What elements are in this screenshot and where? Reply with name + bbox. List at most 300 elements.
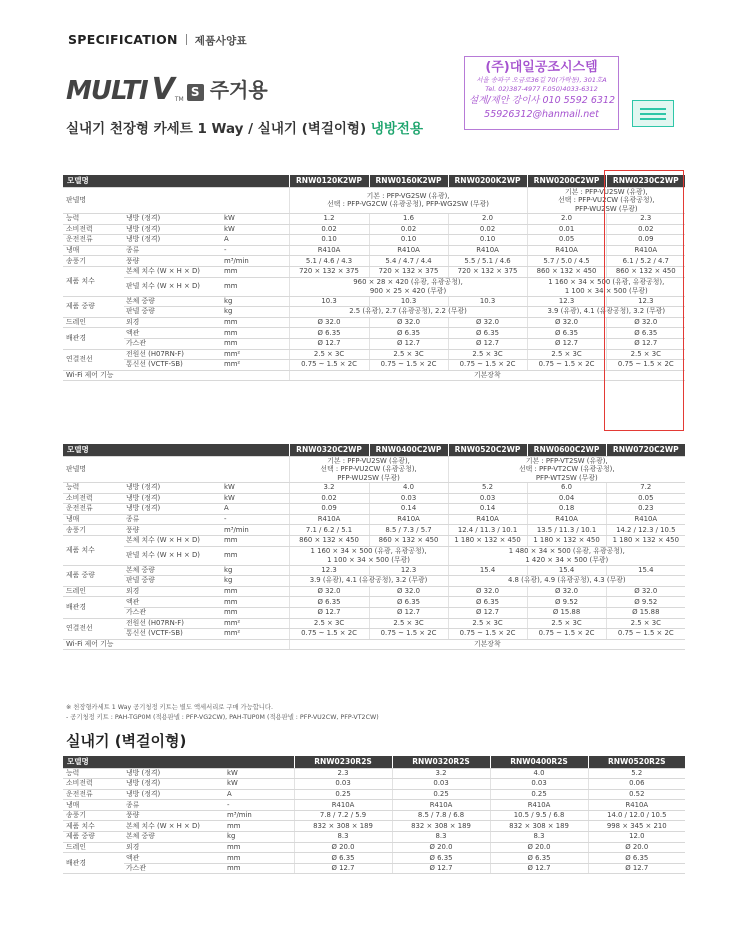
cell: 0.75 ~ 1.5 × 2C — [606, 360, 685, 371]
cell: 0.14 — [448, 504, 527, 515]
cell: 5.5 / 5.1 / 4.6 — [448, 256, 527, 267]
unit-label: kW — [221, 493, 289, 504]
spec-table-wall-mount — [63, 756, 685, 874]
cell: 3.2 — [289, 483, 369, 494]
cell: 10.3 — [448, 296, 527, 307]
unit-label: kW — [221, 224, 289, 235]
row-label-refrigerant: 냉매 — [63, 245, 124, 256]
cell: 0.04 — [527, 493, 606, 504]
sub-label: 가스관 — [124, 338, 221, 349]
cell: Ø 32.0 — [527, 317, 606, 328]
row-label-airflow: 송풍기 — [63, 525, 124, 536]
cell: R410A — [392, 800, 490, 811]
cell: 5.7 / 5.0 / 4.5 — [527, 256, 606, 267]
cell: 0.01 — [527, 224, 606, 235]
wall-mount-title: 실내기 (벽걸이형) — [66, 732, 187, 750]
row-label-current: 운전전류 — [63, 235, 124, 246]
page-subtitle — [66, 117, 423, 137]
cell: Ø 6.35 — [392, 853, 490, 864]
sub-label: 종류 — [124, 800, 224, 811]
cell: 0.75 ~ 1.5 × 2C — [369, 629, 448, 640]
unit-label: mm² — [221, 349, 289, 360]
cell: R410A — [606, 245, 685, 256]
sub-label: 종류 — [124, 514, 221, 525]
cell: Ø 12.7 — [369, 338, 448, 349]
cell: R410A — [294, 800, 392, 811]
cell: 0.10 — [369, 235, 448, 246]
unit-label: kg — [221, 296, 289, 307]
cell: 10.3 — [289, 296, 369, 307]
cell: 기본장착 — [289, 370, 685, 381]
unit-label: kg — [224, 832, 294, 843]
unit-label: kW — [224, 779, 294, 790]
cell: Ø 20.0 — [392, 842, 490, 853]
sub-label: 본체 치수 (W × H × D) — [124, 535, 221, 546]
cell: 1 160 × 34 × 500 (유광, 유광공청), 1 100 × 34 × 500 (무광) — [527, 277, 685, 296]
cell: 0.23 — [606, 504, 685, 515]
logo-s-badge: S — [187, 84, 204, 101]
row-label-refrigerant: 냉매 — [63, 800, 124, 811]
cell: 0.05 — [606, 493, 685, 504]
row-label-capacity: 능력 — [63, 483, 124, 494]
cell: Ø 32.0 — [527, 586, 606, 597]
cell: Ø 6.35 — [527, 328, 606, 339]
cell: R410A — [369, 514, 448, 525]
unit-label: mm² — [221, 629, 289, 640]
spec-label: SPECIFICATION — [68, 32, 178, 47]
cell: Ø 12.7 — [448, 607, 527, 618]
cell: Ø 20.0 — [294, 842, 392, 853]
cell: Ø 15.88 — [527, 607, 606, 618]
stamp-address: 서울 송파구 오금로36길 70(가락동), 301호A — [476, 76, 607, 84]
cell: 720 × 132 × 375 — [448, 266, 527, 277]
sub-label: 가스관 — [124, 863, 224, 874]
highlight-box — [604, 170, 684, 431]
sub-label: 냉방 (정격) — [124, 768, 224, 779]
sub-label: 판넬 치수 (W × H × D) — [124, 546, 221, 565]
cell: 960 × 28 × 420 (유광, 유광공청), 900 × 25 × 420 (무광) — [289, 277, 527, 296]
logo-residential: 주거용 — [209, 78, 268, 102]
cell: 860 × 132 × 450 — [369, 535, 448, 546]
cell: R410A — [448, 514, 527, 525]
unit-label: kg — [221, 576, 289, 587]
panel-name: 기본 : PFP-VG2SW (유광), 선택 : PFP-VG2CW (유광공청), PFP-WG2SW (무광) — [289, 187, 527, 214]
cell: 720 × 132 × 375 — [369, 266, 448, 277]
sub-label: 냉방 (정격) — [124, 779, 224, 790]
unit-label: kW — [224, 768, 294, 779]
panel-name: 기본 : PFP-VT2SW (유광), 선택 : PFP-VT2CW (유광공청), PFP-WT2SW (무광) — [448, 456, 685, 483]
sub-label: 냉방 (정격) — [124, 504, 221, 515]
cell: 860 × 132 × 450 — [289, 535, 369, 546]
cell: 0.75 ~ 1.5 × 2C — [527, 629, 606, 640]
cell: 기본장착 — [289, 639, 685, 650]
sub-label: 풍량 — [124, 810, 224, 821]
spec-table-cassette-1 — [63, 175, 685, 381]
cell: 0.09 — [606, 235, 685, 246]
spec-table-cassette-2 — [63, 444, 685, 650]
cell: 12.3 — [369, 565, 448, 576]
sub-label: 판넬 중량 — [124, 307, 221, 318]
model-name: RNW0720C2WP — [606, 444, 685, 456]
cell: 0.03 — [392, 779, 490, 790]
cell: Ø 32.0 — [369, 317, 448, 328]
sub-label: 냉방 (정격) — [124, 224, 221, 235]
model-name: RNW0600C2WP — [527, 444, 606, 456]
row-label-wifi: Wi-Fi 제어 기능 — [63, 639, 289, 650]
cell: 12.4 / 11.3 / 10.1 — [448, 525, 527, 536]
cell: 0.02 — [289, 493, 369, 504]
cell: 12.3 — [527, 296, 606, 307]
unit-label: kg — [221, 307, 289, 318]
cell: 860 × 132 × 450 — [606, 266, 685, 277]
model-name: RNW0160K2WP — [369, 175, 448, 187]
cell: 0.02 — [369, 224, 448, 235]
stamp-tel: Tel. 02)387-4977 F.050)4033-6312 — [485, 85, 598, 93]
unit-label: mm — [221, 277, 289, 296]
cell: 832 × 308 × 189 — [490, 821, 588, 832]
header-model: 모델명 — [63, 756, 294, 768]
row-label-wiring: 연결전선 — [63, 349, 124, 370]
cell: 15.4 — [527, 565, 606, 576]
row-label-power: 소비전력 — [63, 493, 124, 504]
sub-label: 판넬 중량 — [124, 576, 221, 587]
subtitle-cooling-only: 냉방전용 — [370, 121, 423, 137]
cell: R410A — [606, 514, 685, 525]
cell: 5.1 / 4.6 / 4.3 — [289, 256, 369, 267]
row-label-capacity: 능력 — [63, 768, 124, 779]
cell: 2.5 × 3C — [448, 618, 527, 629]
cell: 13.5 / 11.3 / 10.1 — [527, 525, 606, 536]
cell: Ø 6.35 — [369, 328, 448, 339]
cell: 0.14 — [369, 504, 448, 515]
cell: 2.5 (유광), 2.7 (유광공청), 2.2 (무광) — [289, 307, 527, 318]
cell: 10.5 / 9.5 / 6.8 — [490, 810, 588, 821]
panel-name: 기본 : PFP-VU2SW (유광), 선택 : PFP-VU2CW (유광공청), PFP-WU2SW (무광) — [289, 456, 448, 483]
row-label-weight: 제품 중량 — [63, 565, 124, 586]
cell: 2.5 × 3C — [527, 349, 606, 360]
cell: 4.0 — [369, 483, 448, 494]
sub-label: 외경 — [124, 317, 221, 328]
unit-label: mm — [221, 317, 289, 328]
sub-label: 본체 치수 (W × H × D) — [124, 821, 224, 832]
cell: 6.1 / 5.2 / 4.7 — [606, 256, 685, 267]
unit-label: kg — [221, 565, 289, 576]
sub-label: 냉방 (정격) — [124, 214, 221, 225]
sub-label: 본체 중량 — [124, 565, 221, 576]
cell: 0.02 — [606, 224, 685, 235]
cell: 2.3 — [606, 214, 685, 225]
cell: 3.2 — [392, 768, 490, 779]
unit-label: - — [221, 245, 289, 256]
unit-label: A — [221, 235, 289, 246]
cell: Ø 32.0 — [289, 317, 369, 328]
cell: 15.4 — [448, 565, 527, 576]
sub-label: 액관 — [124, 328, 221, 339]
cell: 2.0 — [448, 214, 527, 225]
cell: Ø 12.7 — [490, 863, 588, 874]
cell: 2.0 — [527, 214, 606, 225]
cell: 0.52 — [588, 789, 685, 800]
sub-label: 풍량 — [124, 256, 221, 267]
stamp-design: 설계/제안 강이사 010 5592 6312 — [469, 95, 616, 106]
sub-label: 냉방 (정격) — [124, 483, 221, 494]
cell: R410A — [289, 245, 369, 256]
cell: Ø 6.35 — [490, 853, 588, 864]
cell: 5.4 / 4.7 / 4.4 — [369, 256, 448, 267]
row-label-piping: 배관경 — [63, 328, 124, 349]
cell: R410A — [588, 800, 685, 811]
logo-v-text: V — [151, 72, 175, 107]
cell: 0.75 ~ 1.5 × 2C — [606, 629, 685, 640]
cell: Ø 12.7 — [392, 863, 490, 874]
cell: 7.2 — [606, 483, 685, 494]
cell: 8.3 — [490, 832, 588, 843]
cell: 14.2 / 12.3 / 10.5 — [606, 525, 685, 536]
cell: Ø 6.35 — [289, 597, 369, 608]
cell: Ø 12.7 — [606, 338, 685, 349]
cell: R410A — [527, 245, 606, 256]
cell: 8.5 / 7.3 / 5.7 — [369, 525, 448, 536]
cell: Ø 20.0 — [490, 842, 588, 853]
unit-label: A — [221, 504, 289, 515]
row-label-airflow: 송풍기 — [63, 810, 124, 821]
cell: Ø 12.7 — [369, 607, 448, 618]
cell: Ø 12.7 — [289, 607, 369, 618]
cell: 3.9 (유광), 4.1 (유광공청), 3.2 (무광) — [289, 576, 448, 587]
cell: 2.5 × 3C — [289, 349, 369, 360]
row-label-piping: 배관경 — [63, 853, 124, 874]
unit-label: mm — [221, 546, 289, 565]
cell: 720 × 132 × 375 — [289, 266, 369, 277]
cell: R410A — [289, 514, 369, 525]
cell: 10.3 — [369, 296, 448, 307]
model-name: RNW0200K2WP — [448, 175, 527, 187]
cell: Ø 15.88 — [606, 607, 685, 618]
stamp-company: (주)대일공조시스템 — [485, 60, 598, 75]
cell: 12.3 — [289, 565, 369, 576]
cell: 0.10 — [448, 235, 527, 246]
header-model: 모델명 — [63, 444, 289, 456]
cell: 0.09 — [289, 504, 369, 515]
cell: 12.3 — [606, 296, 685, 307]
sub-label: 본체 중량 — [124, 832, 224, 843]
sub-label: 종류 — [124, 245, 221, 256]
row-label-drain: 드레인 — [63, 586, 124, 597]
row-label-wiring: 연결전선 — [63, 618, 124, 639]
sub-label: 외경 — [124, 842, 224, 853]
logo-multi-text: MULTI — [66, 76, 148, 106]
cell: Ø 32.0 — [606, 317, 685, 328]
dealer-stamp — [464, 56, 619, 130]
unit-label: mm — [224, 821, 294, 832]
row-label-capacity: 능력 — [63, 214, 124, 225]
row-label-dimension: 제품 치수 — [63, 821, 124, 832]
cell: 15.4 — [606, 565, 685, 576]
cell: 860 × 132 × 450 — [527, 266, 606, 277]
model-name: RNW0520C2WP — [448, 444, 527, 456]
unit-label: mm — [221, 607, 289, 618]
row-label-refrigerant: 냉매 — [63, 514, 124, 525]
cell: 998 × 345 × 210 — [588, 821, 685, 832]
note-line-2: - 공기청정 키트 : PAH-TGP0M (적용판넬 : PFP-VG2CW), PAH-TUP0M (적용판넬 : PFP-VU2CW, PFP-VT2CW) — [66, 714, 379, 721]
sub-label: 액관 — [124, 597, 221, 608]
sub-label: 통신선 (VCTF-SB) — [124, 629, 221, 640]
sub-label: 본체 치수 (W × H × D) — [124, 266, 221, 277]
cell: 4.8 (유광), 4.9 (유광공청), 4.3 (무광) — [448, 576, 685, 587]
cell: 0.25 — [490, 789, 588, 800]
unit-label: mm — [221, 535, 289, 546]
panel-name: 기본 : PFP-VU2SW (유광), 선택 : PFP-VU2CW (유광공청), PFP-WU2SW (무광) — [527, 187, 685, 214]
cell: Ø 12.7 — [588, 863, 685, 874]
cell: Ø 6.35 — [606, 328, 685, 339]
cell: 2.5 × 3C — [606, 349, 685, 360]
cell: 1 180 × 132 × 450 — [527, 535, 606, 546]
cell: 5.2 — [448, 483, 527, 494]
sub-label: 외경 — [124, 586, 221, 597]
sub-label: 통신선 (VCTF-SB) — [124, 360, 221, 371]
cell: 2.5 × 3C — [606, 618, 685, 629]
cell: Ø 12.7 — [289, 338, 369, 349]
row-label-current: 운전전류 — [63, 789, 124, 800]
cell: Ø 6.35 — [289, 328, 369, 339]
unit-label: mm — [224, 842, 294, 853]
cell: 832 × 308 × 189 — [392, 821, 490, 832]
cell: 8.3 — [392, 832, 490, 843]
subtitle-main: 실내기 천장형 카세트 1 Way / 실내기 (벽걸이형) — [66, 121, 371, 137]
cell: 2.5 × 3C — [369, 618, 448, 629]
spec-sub-label: 제품사양표 — [194, 35, 247, 47]
cell: 1.2 — [289, 214, 369, 225]
cell: 0.03 — [369, 493, 448, 504]
unit-label: kW — [221, 483, 289, 494]
row-label-power: 소비전력 — [63, 224, 124, 235]
row-label-drain: 드레인 — [63, 317, 124, 328]
cell: 0.03 — [490, 779, 588, 790]
cell: 6.0 — [527, 483, 606, 494]
unit-label: mm — [224, 863, 294, 874]
cell: Ø 32.0 — [448, 317, 527, 328]
unit-label: mm — [221, 328, 289, 339]
cell: 0.75 ~ 1.5 × 2C — [448, 629, 527, 640]
cell: 0.02 — [289, 224, 369, 235]
cell: 0.02 — [448, 224, 527, 235]
model-name: RNW0400R2S — [490, 756, 588, 768]
sub-label: 본체 중량 — [124, 296, 221, 307]
row-label-weight: 제품 중량 — [63, 832, 124, 843]
row-label-current: 운전전류 — [63, 504, 124, 515]
unit-label: - — [224, 800, 294, 811]
cell: 0.75 ~ 1.5 × 2C — [369, 360, 448, 371]
model-name: RNW0230R2S — [294, 756, 392, 768]
row-label-panel: 판넬명 — [63, 187, 289, 214]
row-label-piping: 배관경 — [63, 597, 124, 618]
cell: 4.0 — [490, 768, 588, 779]
cell: Ø 9.52 — [606, 597, 685, 608]
unit-label: kW — [221, 214, 289, 225]
spec-header — [68, 32, 247, 48]
cell: 0.75 ~ 1.5 × 2C — [289, 629, 369, 640]
cell: 0.25 — [294, 789, 392, 800]
cell: 14.0 / 12.0 / 10.5 — [588, 810, 685, 821]
cell: 0.05 — [527, 235, 606, 246]
unit-label: m³/min — [221, 525, 289, 536]
unit-label: m³/min — [221, 256, 289, 267]
cell: 2.3 — [294, 768, 392, 779]
cell: 1 480 × 34 × 500 (유광, 유광공청), 1 420 × 34 × 500 (무광) — [448, 546, 685, 565]
cell: Ø 6.35 — [588, 853, 685, 864]
unit-label: mm — [221, 338, 289, 349]
cell: 2.5 × 3C — [527, 618, 606, 629]
sub-label: 가스관 — [124, 607, 221, 618]
cell: 2.5 × 3C — [289, 618, 369, 629]
cell: Ø 12.7 — [527, 338, 606, 349]
model-name: RNW0400C2WP — [369, 444, 448, 456]
row-label-power: 소비전력 — [63, 779, 124, 790]
unit-label: mm² — [221, 618, 289, 629]
row-label-panel: 판넬명 — [63, 456, 289, 483]
row-label-airflow: 송풍기 — [63, 256, 124, 267]
cell: Ø 32.0 — [289, 586, 369, 597]
cell: 3.9 (유광), 4.1 (유광공청), 3.2 (무광) — [527, 307, 685, 318]
cell: Ø 6.35 — [369, 597, 448, 608]
sub-label: 냉방 (정격) — [124, 789, 224, 800]
cell: 832 × 308 × 189 — [294, 821, 392, 832]
unit-label: mm — [221, 266, 289, 277]
model-name: RNW0230C2WP — [606, 175, 685, 187]
cell: R410A — [527, 514, 606, 525]
row-label-weight: 제품 중량 — [63, 296, 124, 317]
cell: 5.2 — [588, 768, 685, 779]
logo-tm-mark: TM — [174, 96, 184, 103]
model-name: RNW0200C2WP — [527, 175, 606, 187]
cell: Ø 6.35 — [294, 853, 392, 864]
cell: 0.75 ~ 1.5 × 2C — [448, 360, 527, 371]
sub-label: 냉방 (정격) — [124, 235, 221, 246]
cell: 8.5 / 7.8 / 6.8 — [392, 810, 490, 821]
cell: 0.03 — [448, 493, 527, 504]
cell: 0.18 — [527, 504, 606, 515]
cell: Ø 12.7 — [294, 863, 392, 874]
cell: 7.8 / 7.2 / 5.9 — [294, 810, 392, 821]
sub-label: 냉방 (정격) — [124, 493, 221, 504]
cell: Ø 6.35 — [448, 597, 527, 608]
cell: 2.5 × 3C — [448, 349, 527, 360]
unit-label: mm — [221, 586, 289, 597]
sub-label: 전원선 (H07RN-F) — [124, 618, 221, 629]
cell: 2.5 × 3C — [369, 349, 448, 360]
cell: 1 160 × 34 × 500 (유광, 유광공청), 1 100 × 34 × 500 (무광) — [289, 546, 448, 565]
model-name: RNW0320R2S — [392, 756, 490, 768]
cell: 1 180 × 132 × 450 — [606, 535, 685, 546]
unit-label: - — [221, 514, 289, 525]
sub-label: 풍량 — [124, 525, 221, 536]
sub-label: 전원선 (H07RN-F) — [124, 349, 221, 360]
cell: 0.75 ~ 1.5 × 2C — [527, 360, 606, 371]
header-model: 모델명 — [63, 175, 289, 187]
unit-label: A — [224, 789, 294, 800]
row-label-wifi: Wi-Fi 제어 기능 — [63, 370, 289, 381]
sub-label: 판넬 치수 (W × H × D) — [124, 277, 221, 296]
cell: R410A — [369, 245, 448, 256]
cell: Ø 12.7 — [448, 338, 527, 349]
row-label-dimension: 제품 치수 — [63, 266, 124, 296]
cell: 0.06 — [588, 779, 685, 790]
cell: Ø 20.0 — [588, 842, 685, 853]
cell: 7.1 / 6.2 / 5.1 — [289, 525, 369, 536]
cell: Ø 9.52 — [527, 597, 606, 608]
cell: 0.25 — [392, 789, 490, 800]
document-icon — [632, 100, 674, 127]
